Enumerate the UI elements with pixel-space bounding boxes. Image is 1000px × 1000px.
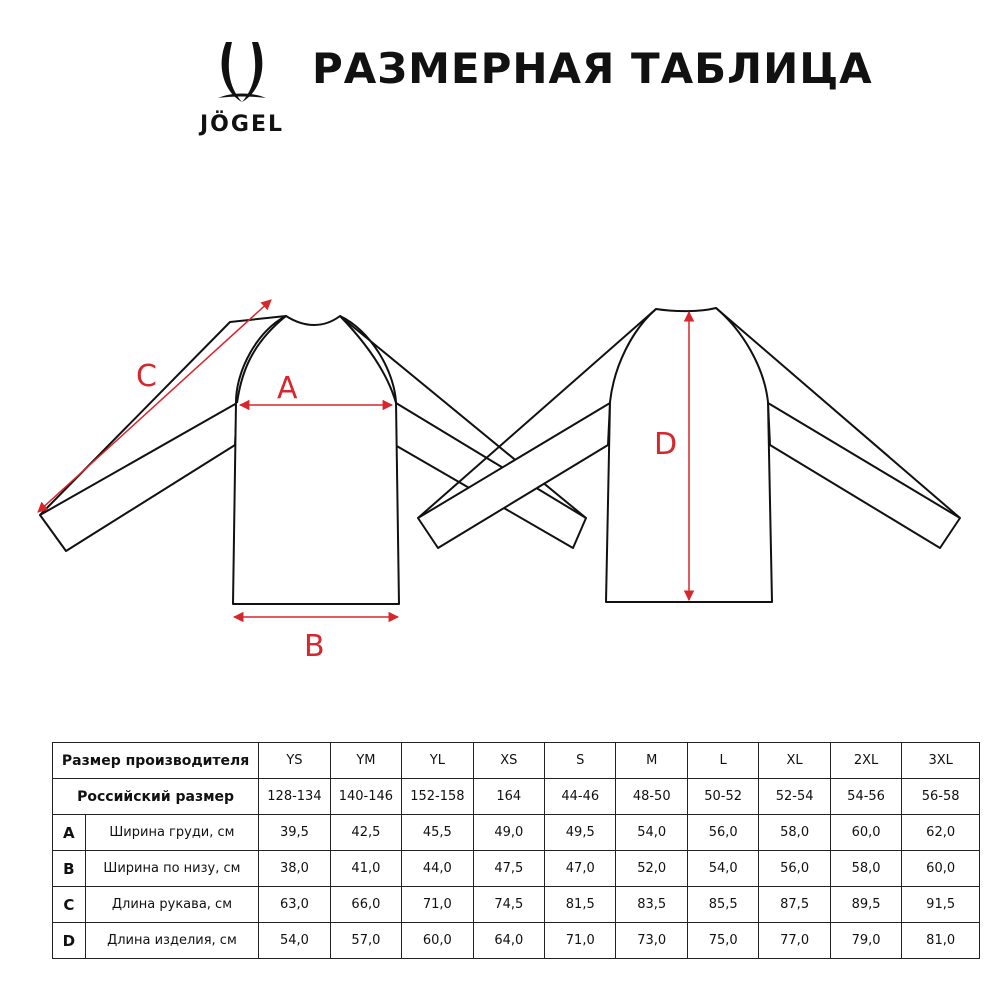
value-cell: 64,0 bbox=[473, 923, 544, 959]
row-key: D bbox=[53, 923, 86, 959]
chest-width-row bbox=[53, 815, 980, 851]
value-cell: 85,5 bbox=[687, 887, 758, 923]
label-c: C bbox=[136, 359, 157, 394]
value-cell: 56,0 bbox=[687, 815, 758, 851]
russian-size-cell: 128-134 bbox=[259, 779, 330, 815]
back-right-sleeve bbox=[768, 403, 960, 548]
value-cell: 60,0 bbox=[830, 815, 901, 851]
front-view bbox=[40, 316, 586, 604]
hem-width-row bbox=[53, 851, 980, 887]
value-cell: 63,0 bbox=[259, 887, 330, 923]
russian-size-row bbox=[53, 779, 980, 815]
value-cell: 54,0 bbox=[687, 851, 758, 887]
value-cell: 73,0 bbox=[616, 923, 687, 959]
value-cell: 52,0 bbox=[616, 851, 687, 887]
value-cell: 89,5 bbox=[830, 887, 901, 923]
value-cell: 87,5 bbox=[759, 887, 830, 923]
value-cell: 66,0 bbox=[330, 887, 401, 923]
russian-size-cell: 152-158 bbox=[402, 779, 473, 815]
value-cell: 58,0 bbox=[830, 851, 901, 887]
value-cell: 49,5 bbox=[545, 815, 616, 851]
russian-size-cell: 140-146 bbox=[330, 779, 401, 815]
size-table bbox=[52, 742, 980, 959]
label-d: D bbox=[654, 427, 678, 462]
label-a: A bbox=[277, 371, 298, 406]
value-cell: 79,0 bbox=[830, 923, 901, 959]
row-key: B bbox=[53, 851, 86, 887]
value-cell: 47,5 bbox=[473, 851, 544, 887]
value-cell: 47,0 bbox=[545, 851, 616, 887]
value-cell: 41,0 bbox=[330, 851, 401, 887]
size-cell: YM bbox=[330, 743, 401, 779]
manufacturer-size-label: Размер производителя bbox=[53, 743, 259, 779]
value-cell: 60,0 bbox=[402, 923, 473, 959]
row-label: Длина рукава, см bbox=[85, 887, 259, 923]
value-cell: 56,0 bbox=[759, 851, 830, 887]
value-cell: 57,0 bbox=[330, 923, 401, 959]
sleeve-length-row bbox=[53, 887, 980, 923]
russian-size-cell: 56-58 bbox=[902, 779, 980, 815]
measure-labels bbox=[136, 359, 677, 664]
page-title: РАЗМЕРНАЯ ТАБЛИЦА bbox=[312, 44, 873, 93]
value-cell: 77,0 bbox=[759, 923, 830, 959]
value-cell: 60,0 bbox=[902, 851, 980, 887]
row-key: A bbox=[53, 815, 86, 851]
row-label: Длина изделия, см bbox=[85, 923, 259, 959]
size-cell: L bbox=[687, 743, 758, 779]
value-cell: 74,5 bbox=[473, 887, 544, 923]
russian-size-label: Российский размер bbox=[53, 779, 259, 815]
manufacturer-size-row bbox=[53, 743, 980, 779]
value-cell: 81,0 bbox=[902, 923, 980, 959]
value-cell: 49,0 bbox=[473, 815, 544, 851]
value-cell: 62,0 bbox=[902, 815, 980, 851]
value-cell: 44,0 bbox=[402, 851, 473, 887]
russian-size-cell: 164 bbox=[473, 779, 544, 815]
size-cell: 2XL bbox=[830, 743, 901, 779]
label-b: B bbox=[304, 629, 325, 664]
row-label: Ширина по низу, см bbox=[85, 851, 259, 887]
size-cell: 3XL bbox=[902, 743, 980, 779]
size-cell: M bbox=[616, 743, 687, 779]
value-cell: 54,0 bbox=[259, 923, 330, 959]
value-cell: 42,5 bbox=[330, 815, 401, 851]
row-key: C bbox=[53, 887, 86, 923]
row-label: Ширина груди, см bbox=[85, 815, 259, 851]
russian-size-cell: 48-50 bbox=[616, 779, 687, 815]
size-cell: YS bbox=[259, 743, 330, 779]
value-cell: 81,5 bbox=[545, 887, 616, 923]
russian-size-cell: 54-56 bbox=[830, 779, 901, 815]
size-cell: XS bbox=[473, 743, 544, 779]
value-cell: 71,0 bbox=[402, 887, 473, 923]
size-cell: YL bbox=[402, 743, 473, 779]
russian-size-cell: 50-52 bbox=[687, 779, 758, 815]
value-cell: 91,5 bbox=[902, 887, 980, 923]
russian-size-cell: 44-46 bbox=[545, 779, 616, 815]
russian-size-cell: 52-54 bbox=[759, 779, 830, 815]
value-cell: 45,5 bbox=[402, 815, 473, 851]
front-left-sleeve bbox=[40, 403, 237, 551]
value-cell: 38,0 bbox=[259, 851, 330, 887]
value-cell: 54,0 bbox=[616, 815, 687, 851]
value-cell: 83,5 bbox=[616, 887, 687, 923]
value-cell: 39,5 bbox=[259, 815, 330, 851]
size-cell: XL bbox=[759, 743, 830, 779]
brand-name: JÖGEL bbox=[200, 112, 284, 137]
garment-length-row bbox=[53, 923, 980, 959]
value-cell: 75,0 bbox=[687, 923, 758, 959]
value-cell: 71,0 bbox=[545, 923, 616, 959]
value-cell: 58,0 bbox=[759, 815, 830, 851]
size-cell: S bbox=[545, 743, 616, 779]
